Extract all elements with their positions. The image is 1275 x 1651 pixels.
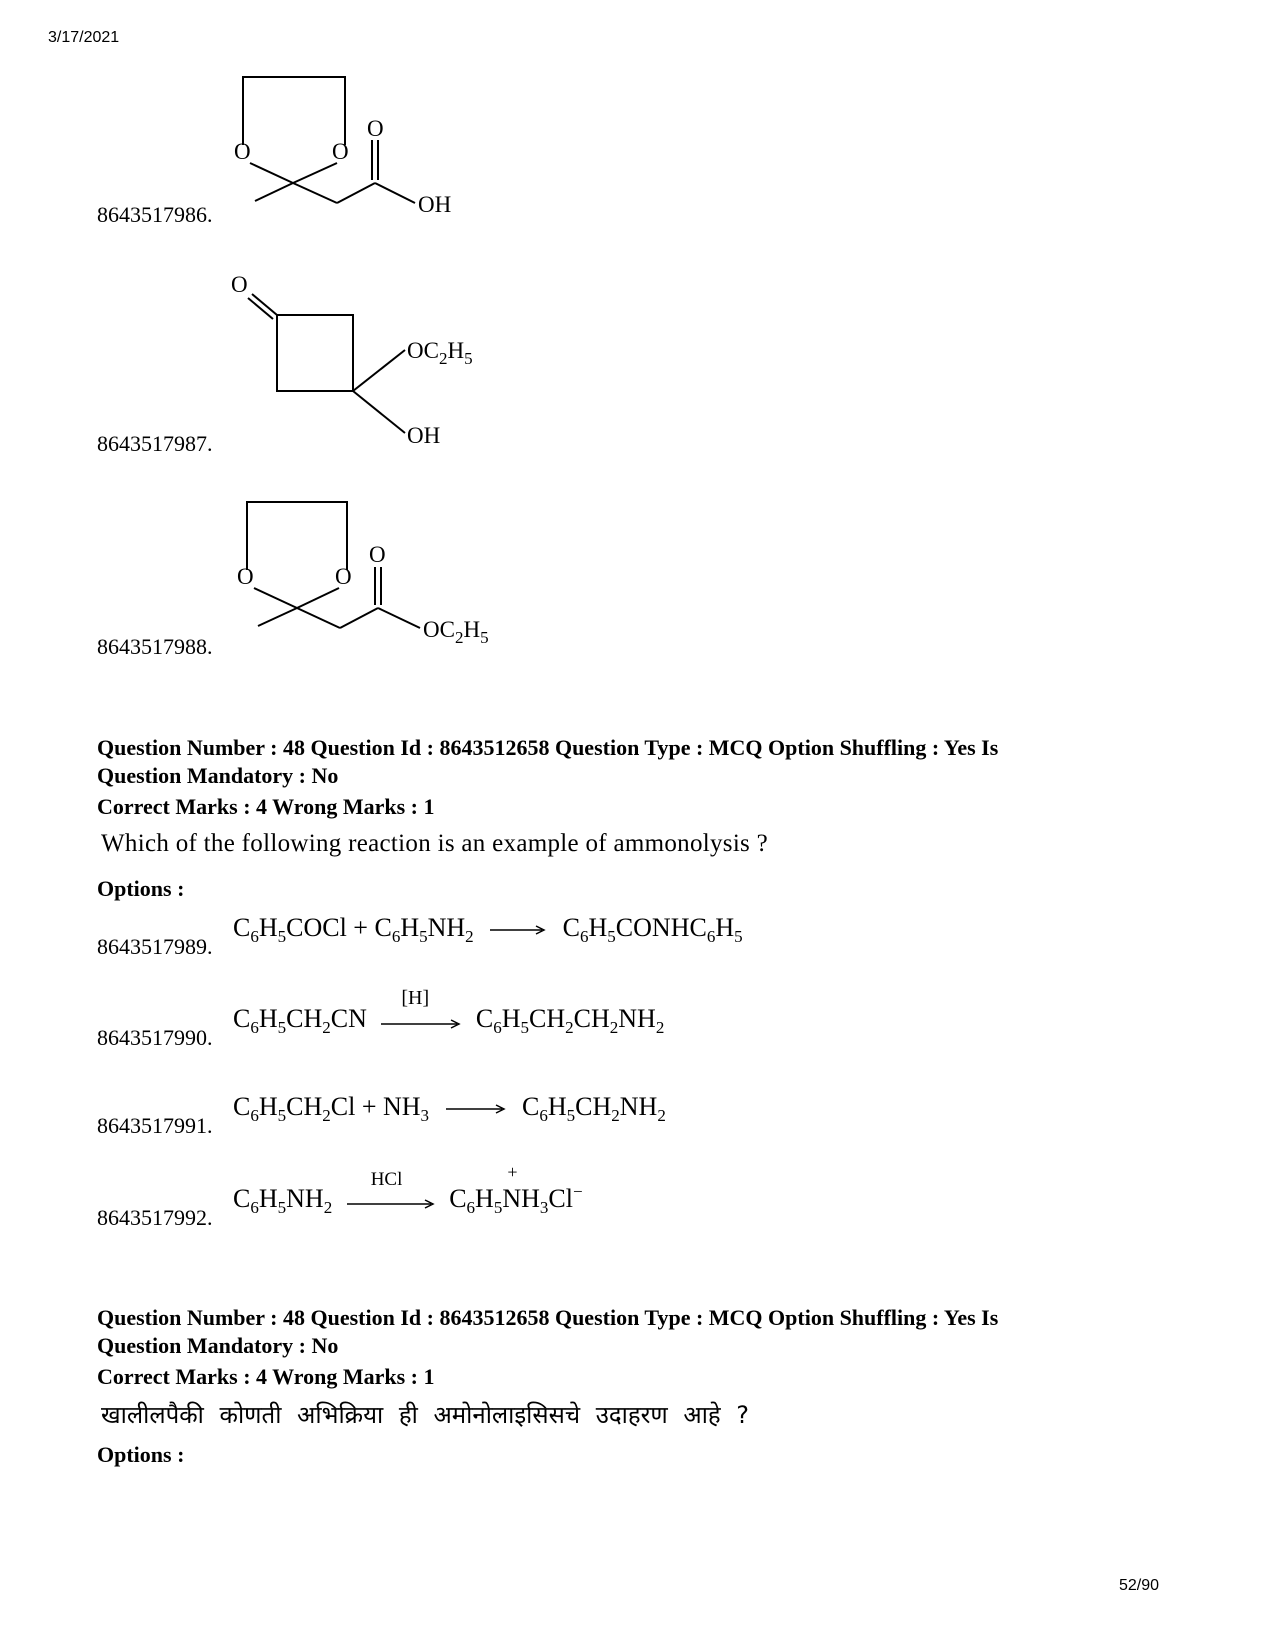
- reagent-label: HCl: [370, 1169, 403, 1191]
- reaction-arrow: [488, 923, 548, 937]
- dioxolane-ester-structure: [225, 490, 525, 655]
- reaction-arrow: [345, 1169, 437, 1211]
- question-marks: Correct Marks : 4 Wrong Marks : 1: [97, 794, 435, 819]
- atom-label: O: [335, 564, 352, 589]
- atom-label: $OC_2H_5$: [423, 617, 489, 647]
- reaction-equation: [233, 1162, 583, 1217]
- reaction-equation: [233, 1092, 666, 1125]
- option-number: 8643517992.: [97, 1205, 213, 1230]
- question-text: खालीलपैकी कोणती अभिक्रिया ही अमोनोलाइसिसचे उदाहरण आहे ?: [101, 1401, 750, 1429]
- option-number: 8643517990.: [97, 1025, 213, 1050]
- atom-label: $OC_2H_5$: [407, 338, 473, 368]
- reactant: $C_6H_5CH_2CN$: [233, 1004, 367, 1037]
- option-number: 8643517991.: [97, 1113, 213, 1138]
- option-number: 8643517989.: [97, 934, 213, 959]
- question-meta-line: Question Number : 48 Question Id : 8643512658 Question Type : MCQ Option Shuffling : Yes Is: [97, 735, 999, 760]
- option-number: 8643517986.: [97, 202, 213, 227]
- reaction-arrow: [444, 1102, 508, 1116]
- question-marks: Correct Marks : 4 Wrong Marks : 1: [97, 1364, 435, 1389]
- reagent-label: [H]: [401, 987, 430, 1010]
- reactant: $C_6H_5NH_2$: [233, 1184, 333, 1217]
- question-meta-line: Question Number : 48 Question Id : 8643512658 Question Type : MCQ Option Shuffling : Yes Is: [97, 1305, 999, 1330]
- atom-label: O: [332, 139, 349, 164]
- question-text: Which of the following reaction is an example of ammonolysis ?: [101, 830, 769, 857]
- question-meta-line: Question Mandatory : No: [97, 1333, 339, 1358]
- reaction-equation: [233, 913, 743, 946]
- question-meta: [97, 1304, 1187, 1360]
- product: $C_6H_5CONHC_6H_5$: [562, 913, 743, 946]
- options-label: Options :: [97, 876, 185, 901]
- product: $C_6H_5CH_2NH_2$: [522, 1092, 666, 1125]
- atom-label: O: [367, 116, 384, 141]
- atom-label: O: [237, 564, 254, 589]
- question-meta-line: Question Mandatory : No: [97, 763, 339, 788]
- options-label: Options :: [97, 1442, 185, 1467]
- page-number: 52/90: [1119, 1577, 1160, 1594]
- reaction-arrow: [379, 987, 463, 1031]
- atom-label: O: [231, 272, 248, 297]
- option-number: 8643517988.: [97, 634, 213, 659]
- atom-label: OH: [418, 192, 452, 217]
- cyclobutanone-structure: [225, 268, 505, 453]
- reaction-equation: [233, 987, 665, 1037]
- product: $C_6H_5N$ + $H_3Cl^-$: [449, 1162, 583, 1217]
- question-meta: [97, 734, 1187, 790]
- option-number: 8643517987.: [97, 431, 213, 456]
- product: $C_6H_5CH_2CH_2NH_2$: [475, 1004, 665, 1037]
- reactant: $C_6H_5CH_2Cl + NH_3$: [233, 1092, 430, 1125]
- atom-label: OH: [407, 423, 441, 448]
- atom-label: O: [369, 542, 386, 567]
- dioxolane-acid-structure: [225, 65, 485, 230]
- atom-label: O: [234, 139, 251, 164]
- print-date: 3/17/2021: [48, 29, 120, 46]
- reactant: $C_6H_5COCl + C_6H_5NH_2$: [233, 913, 474, 946]
